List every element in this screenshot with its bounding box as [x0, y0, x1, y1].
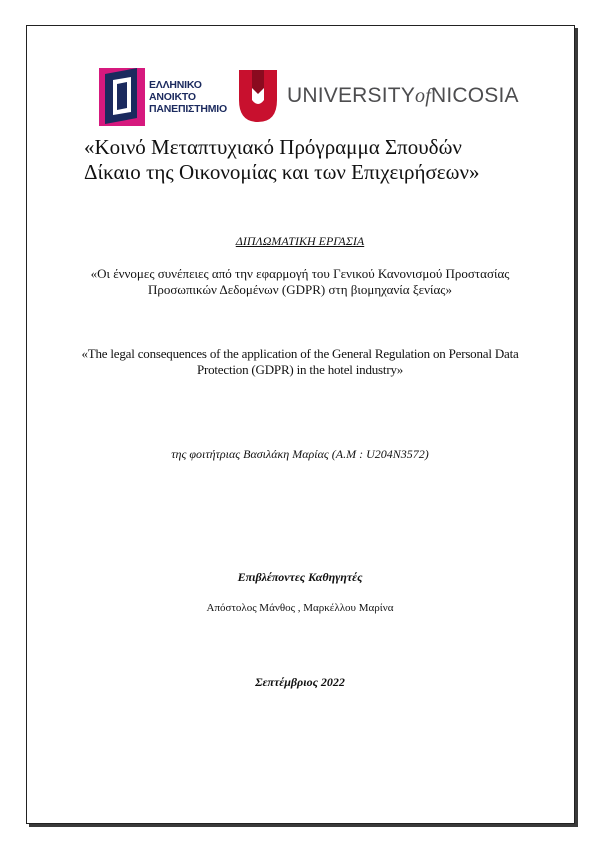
- thesis-type-label: ΔΙΠΛΩΜΑΤΙΚΗ ΕΡΓΑΣΙΑ: [235, 234, 365, 248]
- program-title-line: «Κοινό Μεταπτυχιακό Πρόγραμμα Σπουδών: [84, 135, 462, 159]
- university-of-nicosia-logo: [239, 70, 519, 122]
- program-title-line: Δίκαιο της Οικονομίας και των Επιχειρήσεων»: [84, 160, 480, 184]
- unic-wordmark-of: of: [415, 85, 431, 107]
- unic-shield-icon: [239, 70, 277, 122]
- unic-wordmark: [287, 84, 519, 108]
- hou-emblem-icon: [99, 68, 145, 126]
- hou-wordmark-line: ΠΑΝΕΠΙΣΤΗΜΙΟ: [149, 103, 227, 115]
- hou-wordmark: [149, 79, 227, 115]
- supervisors-names: Απόστολος Μάνθος , Μαρκέλλου Μαρίνα: [206, 602, 394, 614]
- unic-wordmark-university: UNIVERSITY: [287, 84, 416, 107]
- thesis-title-english: «The legal consequences of the application of the General Regulation on Personal Data Protection (GDPR) in the hotel industry»: [81, 346, 519, 377]
- student-name: της φοιτήτριας Βασιλάκη Μαρίας (Α.Μ : U204N3572): [171, 447, 429, 461]
- thesis-title-greek: «Οι έννομες συνέπειες από την εφαρμογή του Γενικού Κανονισμού Προστασίας Προσωπικών Δεδομένων (GDPR) στη βιομηχανία ξενίας»: [90, 266, 510, 297]
- hellenic-open-university-logo: [99, 68, 229, 126]
- program-title: [84, 135, 524, 185]
- supervisors-heading: Επιβλέποντες Καθηγητές: [237, 570, 363, 584]
- hou-wordmark-line: ΕΛΛΗΝΙΚΟ: [149, 79, 202, 91]
- hou-wordmark-line: ΑΝΟΙΚΤΟ: [149, 91, 196, 103]
- submission-date: Σεπτέμβριος 2022: [255, 675, 345, 689]
- unic-wordmark-nicosia: NICOSIA: [431, 84, 519, 107]
